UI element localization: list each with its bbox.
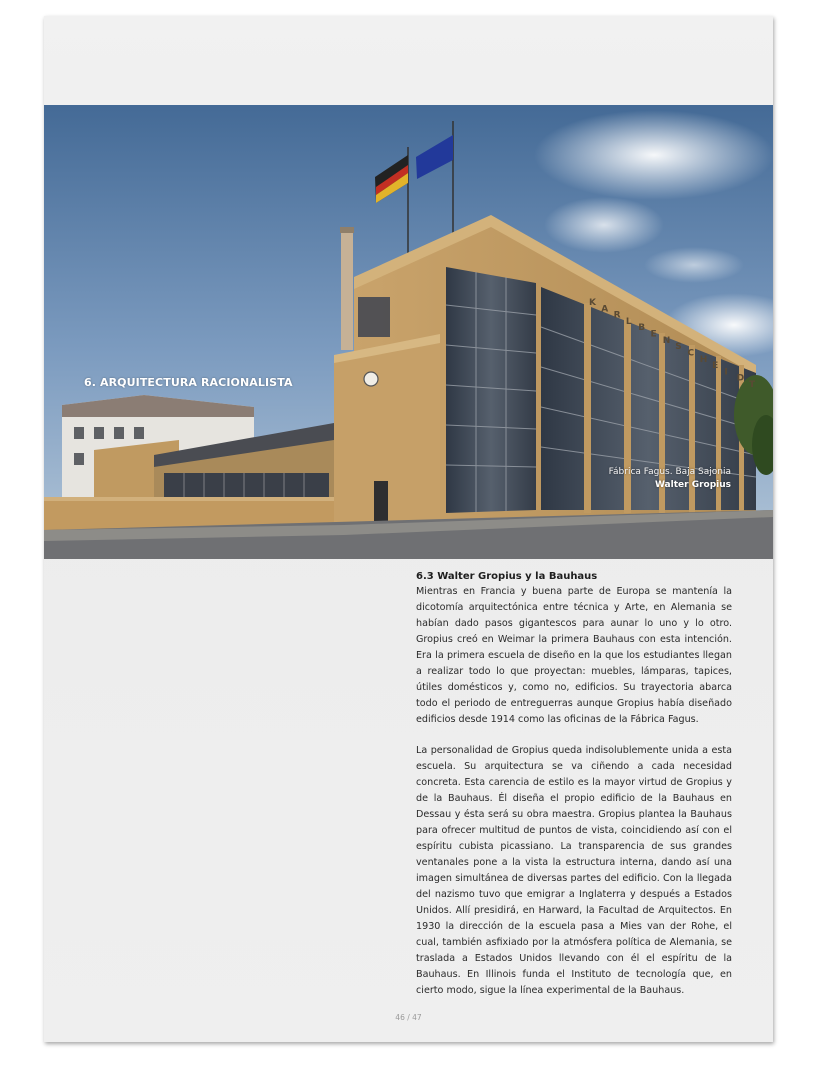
sign-letter: R bbox=[613, 310, 621, 321]
section-label: 6. ARQUITECTURA RACIONALISTA bbox=[84, 376, 293, 389]
sign-letter: H bbox=[699, 354, 708, 365]
article-paragraph-2: La personalidad de Gropius queda indisolublemente unida a esta escuela. Su arquitectura se va ciñendo a cada necesidad concreta. Esta carencia de estilo es la mayor virtud de Gropius y de la Bauhaus. Él diseña el propio edificio de la Bauhaus en Dessau y ésta será su obra maestra. Gropius plantea la Bauhaus para ofrecer multitud de puntos de vista, coincidiendo así con el espíritu cubista picassiano. La transparencia de sus grandes ventanales pone a la vista la estructura interna, dando así una imagen simultánea de diversas partes del edificio. Con la llegada del nazismo tuvo que emigrar a Inglaterra y después a Estados Unidos. Allí presidirá, en Harward, la Facultad de Arquitectos. En 1930 la dirección de la escuela pasa a Mies van der Rohe, el cual, también asfixiado por la atmósfera política de Alemania, se traslada a Estados Unidos llevando con él el espíritu de la Bauhaus. En Illinois funda el Instituto de tecnología que, en cierto modo, sigue la línea experimental de la Bauhaus. bbox=[416, 745, 732, 996]
photo-fagus-factory bbox=[44, 105, 773, 559]
sign-letter: B bbox=[638, 323, 646, 334]
caption-architect: Walter Gropius bbox=[654, 480, 731, 490]
sign-letter: S bbox=[675, 342, 682, 353]
sign-letter: C bbox=[687, 348, 695, 359]
document-page bbox=[44, 16, 773, 1042]
sign-letter: E bbox=[712, 361, 719, 372]
sign-letter: E bbox=[650, 329, 657, 340]
sign-letter: I bbox=[724, 367, 728, 378]
article-paragraph-1: Mientras en Francia y buena parte de Europa se mantenía la dicotomía arquitectónica entre técnica y Arte, en Alemania se habían dado pasos gigantescos para aunar lo uno y lo otro. Gropius creó en Weimar la primera Bauhaus con esta intención. Era la primera escuela de diseño en la que los estudiantes llegan a realizar todo lo que proyectan: muebles, lámparas, tapices, útiles domésticos y, como no, edificios. Su trayectoria abarca todo el periodo de entreguerras aunque Gropius había diseñado edificios desde 1914 como las oficinas de la Fábrica Fagus. bbox=[416, 586, 732, 725]
photo-caption bbox=[609, 466, 731, 492]
sign-letter: T bbox=[749, 380, 756, 390]
sign-letter: K bbox=[589, 298, 596, 308]
page-number: 46 / 47 bbox=[395, 1013, 422, 1022]
sign-letter: N bbox=[662, 335, 671, 346]
caption-location: Fábrica Fagus. Baja Sajonia bbox=[608, 467, 731, 477]
sign-letter: D bbox=[736, 373, 745, 384]
sign-letter: A bbox=[601, 304, 609, 315]
article-column bbox=[416, 569, 732, 1014]
article-heading: 6.3 Walter Gropius y la Bauhaus bbox=[416, 571, 598, 582]
sign-letter: L bbox=[625, 316, 632, 327]
